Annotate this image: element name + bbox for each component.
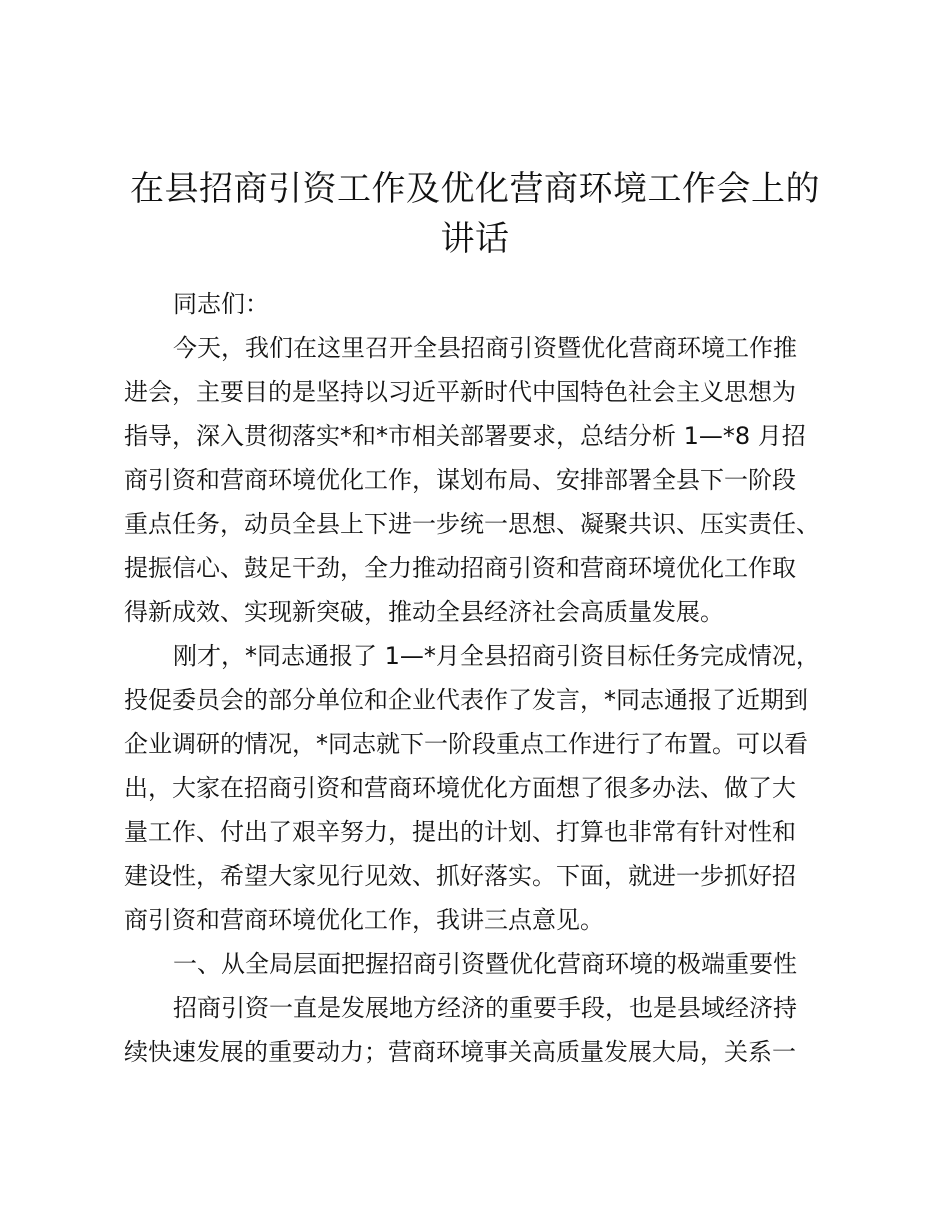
document-title [118,164,832,264]
paragraph-line: 进会，主要目的是坚持以习近平新时代中国特色社会主义思想为 [124,378,796,406]
paragraph-line: 今天，我们在这里召开全县招商引资暨优化营商环境工作推 [173,334,797,362]
paragraph-line: 得新成效、实现新突破，推动全县经济社会高质量发展。 [124,598,724,626]
document-body [124,282,834,1074]
paragraph-line: 建设性，希望大家见行见效、抓好落实。下面，就进一步抓好招 [124,862,796,890]
section-heading: 一、从全局层面把握招商引资暨优化营商环境的极端重要性 [173,950,797,978]
paragraph-line: 续快速发展的重要动力；营商环境事关高质量发展大局，关系一 [124,1038,796,1066]
paragraph-line: 招商引资一直是发展地方经济的重要手段，也是县域经济持 [173,994,797,1022]
title-line-2: 讲话 [440,219,510,259]
paragraph-line: 刚才，*同志通报了 1—*月全县招商引资目标任务完成情况， [173,642,820,670]
salutation-line: 同志们： [173,290,269,318]
paragraph-line: 商引资和营商环境优化工作，谋划布局、安排部署全县下一阶段 [124,466,796,494]
paragraph-line: 商引资和营商环境优化工作，我讲三点意见。 [124,906,604,934]
paragraph-line: 提振信心、鼓足干劲，全力推动招商引资和营商环境优化工作取 [124,554,796,582]
paragraph-line: 指导，深入贯彻落实*和*市相关部署要求，总结分析 1—*8 月招 [124,422,806,450]
paragraph-line: 重点任务，动员全县上下进一步统一思想、凝聚共识、压实责任、 [124,510,820,538]
paragraph-line: 出，大家在招商引资和营商环境优化方面想了很多办法、做了大 [124,774,796,802]
title-line-1: 在县招商引资工作及优化营商环境工作会上的 [130,169,820,209]
paragraph-line: 投促委员会的部分单位和企业代表作了发言，*同志通报了近期到 [124,686,808,714]
paragraph-line: 企业调研的情况，*同志就下一阶段重点工作进行了布置。可以看 [124,730,808,758]
paragraph-line: 量工作、付出了艰辛努力，提出的计划、打算也非常有针对性和 [124,818,796,846]
